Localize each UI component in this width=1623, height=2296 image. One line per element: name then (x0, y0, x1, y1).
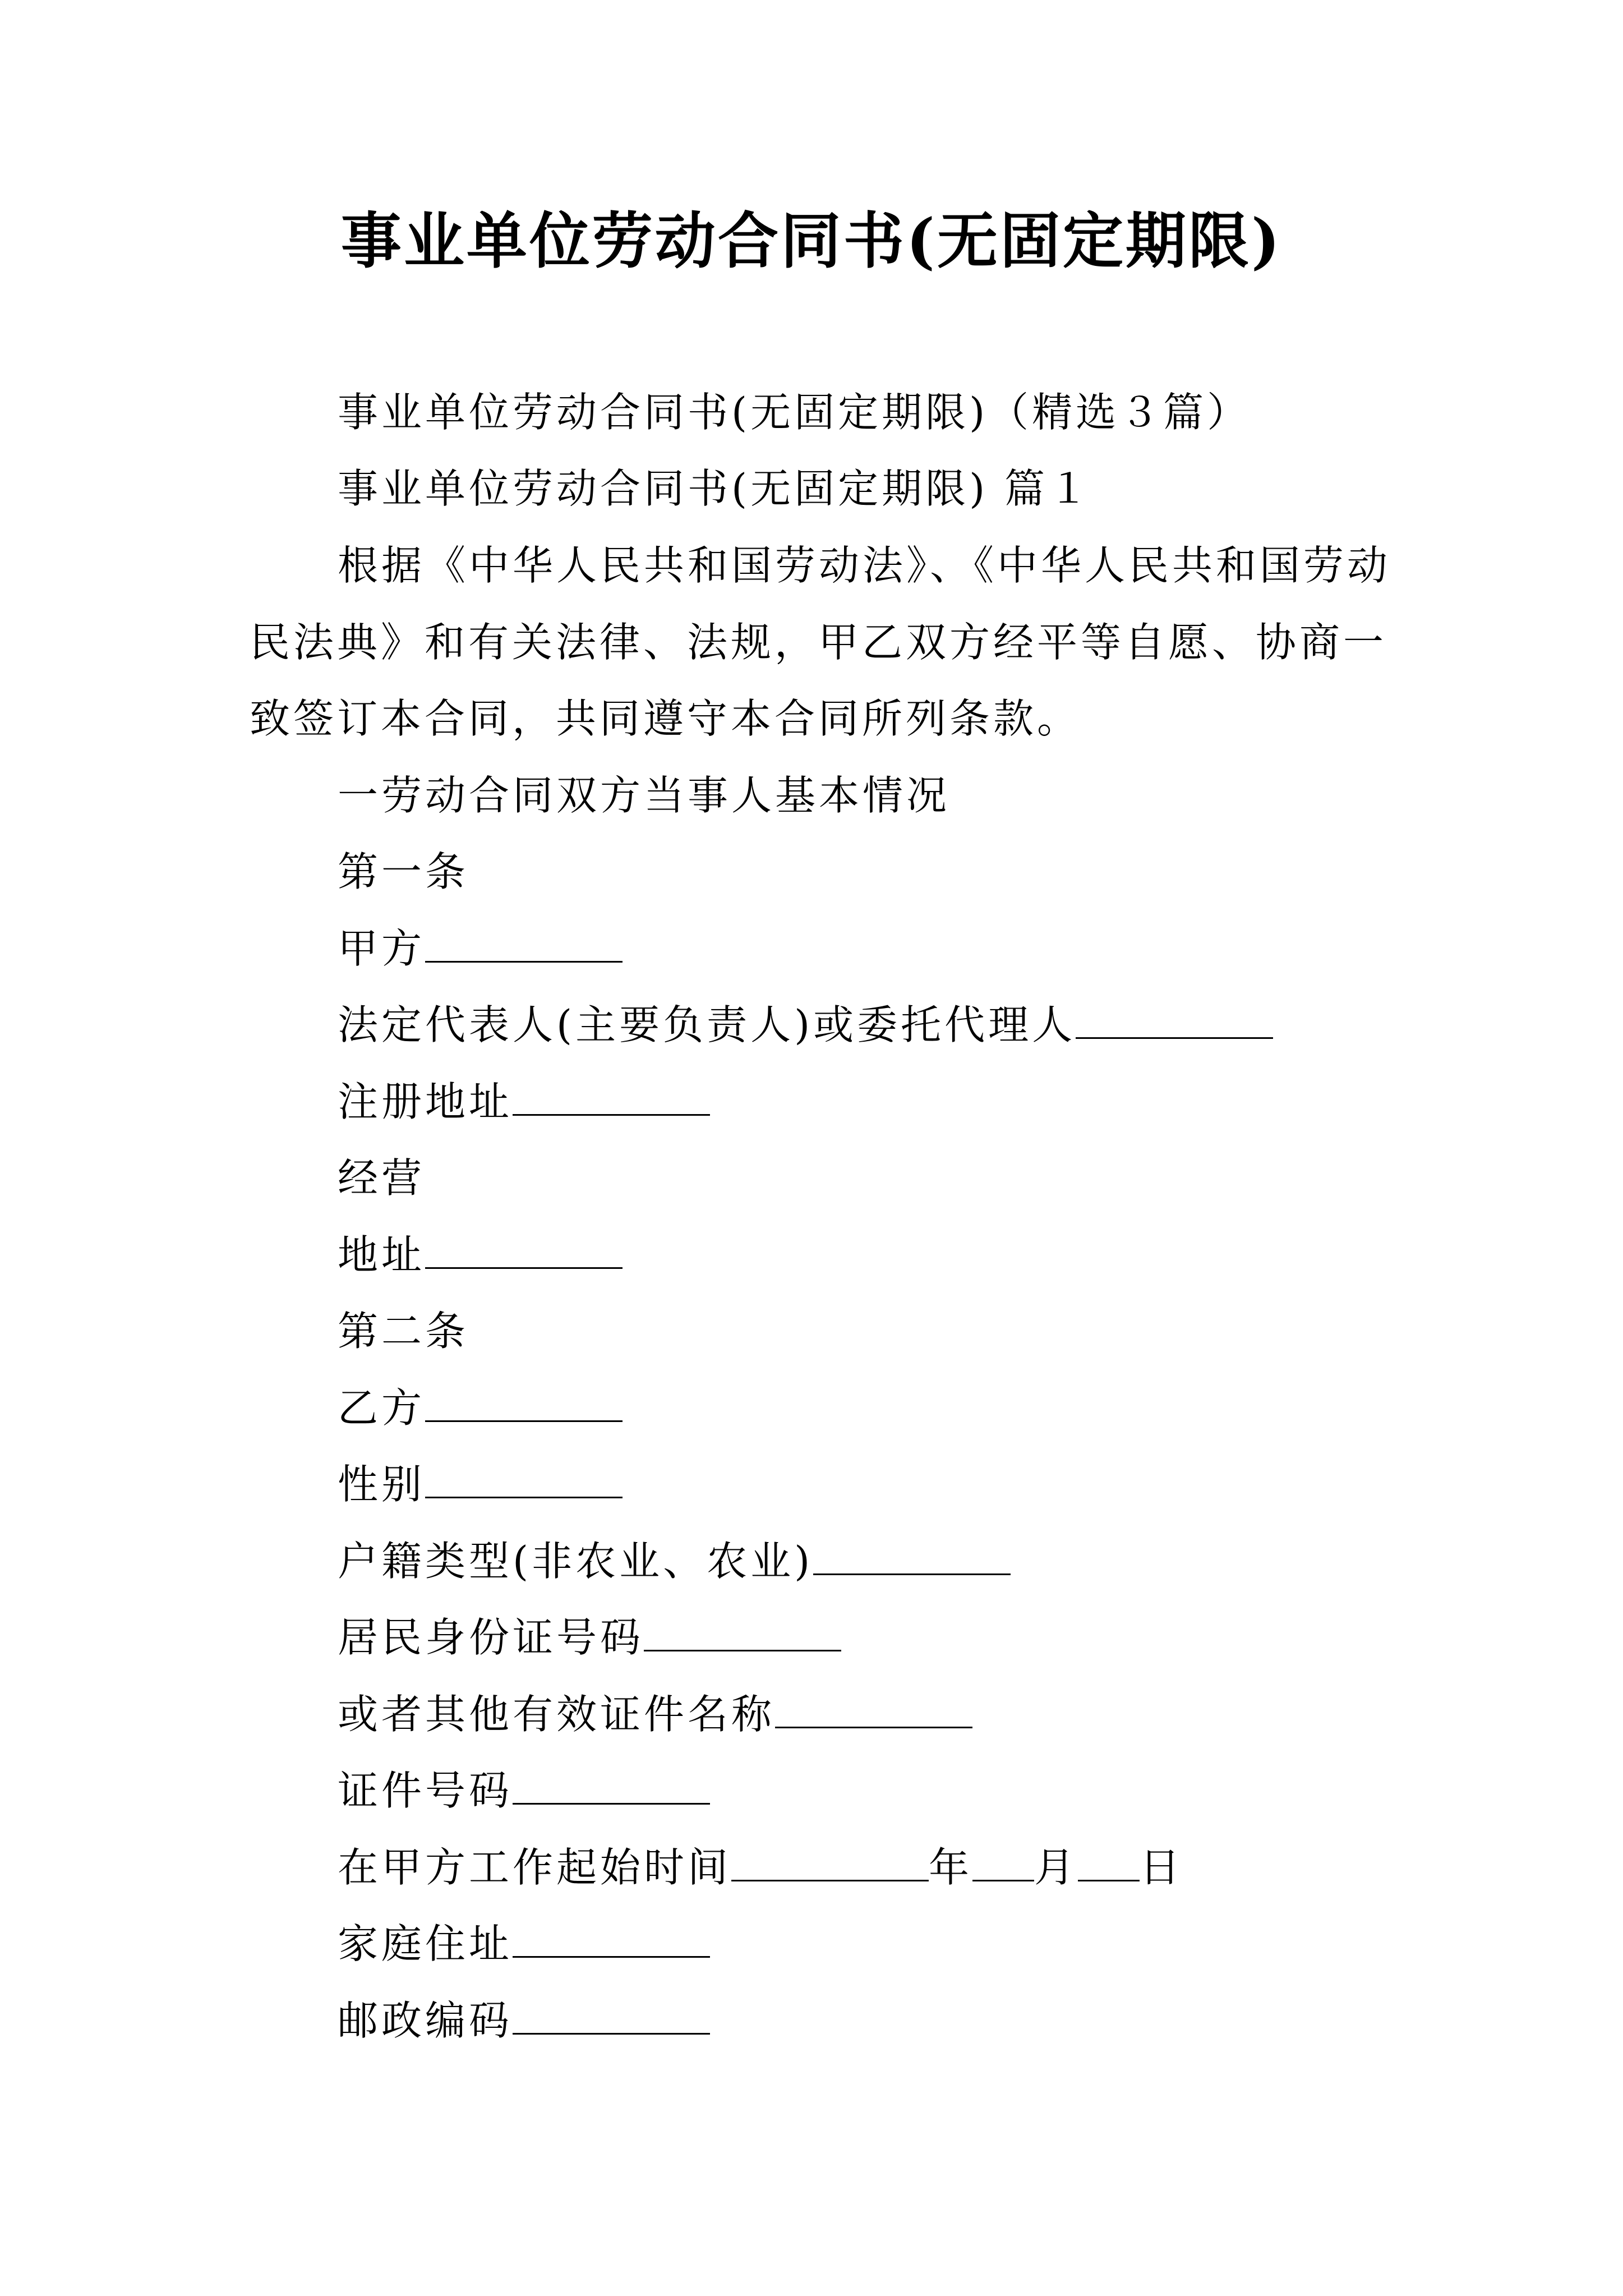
article-1-heading: 第一条 (338, 848, 469, 895)
gender-blank (425, 1462, 623, 1498)
party-a-field (338, 921, 623, 977)
postal-code-label: 邮政编码 (338, 1997, 513, 2044)
document-subtitle: 事业单位劳动合同书(无固定期限)（精选３篇） (338, 389, 1251, 436)
registered-address-label: 注册地址 (338, 1078, 513, 1125)
id-number-field (338, 1609, 841, 1665)
party-b-field (338, 1380, 623, 1436)
postal-code-field (338, 1993, 710, 2049)
postal-code-blank (513, 1998, 710, 2035)
intro-line-1: 根据《中华人民共和国劳动法》、《中华人民共和国劳动 (338, 542, 1391, 589)
party-a-label: 甲方 (338, 925, 426, 972)
household-type-field (338, 1533, 1011, 1589)
part-one-heading: 一劳动合同双方当事人基本情况 (338, 772, 951, 819)
start-day-blank (1078, 1845, 1140, 1881)
cert-number-label: 证件号码 (338, 1767, 513, 1814)
home-address-blank (513, 1921, 710, 1958)
registered-address-blank (513, 1079, 710, 1116)
month-label: 月 (1034, 1844, 1078, 1891)
start-time-field (338, 1839, 1183, 1895)
other-id-field (338, 1686, 972, 1742)
address-label: 地址 (338, 1231, 426, 1278)
legal-rep-field (338, 997, 1273, 1053)
legal-rep-blank (1076, 1002, 1273, 1039)
legal-rep-label: 法定代表人(主要负责人)或委托代理人 (338, 1001, 1076, 1048)
household-type-label: 户籍类型(非农业、农业) (338, 1538, 814, 1585)
intro-line-3: 致签订本合同，共同遵守本合同所列条款。 (250, 695, 1081, 742)
gender-field (338, 1456, 623, 1512)
registered-address-field (338, 1074, 710, 1130)
other-id-blank (775, 1692, 972, 1728)
party-b-label: 乙方 (338, 1384, 426, 1432)
address-blank (425, 1232, 623, 1269)
day-label: 日 (1140, 1844, 1184, 1891)
id-number-label: 居民身份证号码 (338, 1614, 644, 1661)
home-address-field (338, 1916, 710, 1972)
id-number-blank (644, 1615, 841, 1651)
intro-line-2: 民法典》和有关法律、法规，甲乙双方经平等自愿、协商一 (250, 619, 1387, 666)
party-a-blank (425, 926, 623, 963)
address-field (338, 1227, 623, 1283)
home-address-label: 家庭住址 (338, 1920, 513, 1967)
gender-label: 性别 (338, 1461, 426, 1508)
other-id-label: 或者其他有效证件名称 (338, 1691, 776, 1738)
party-b-blank (425, 1386, 623, 1422)
article-2-heading: 第二条 (338, 1308, 469, 1355)
business-label: 经营 (338, 1154, 426, 1202)
household-type-blank (813, 1539, 1011, 1575)
start-month-blank (972, 1845, 1034, 1881)
cert-number-blank (513, 1768, 710, 1805)
start-time-label: 在甲方工作起始时间 (338, 1844, 732, 1891)
cert-number-field (338, 1763, 710, 1819)
year-label: 年 (929, 1844, 973, 1891)
section-heading: 事业单位劳动合同书(无固定期限) 篇１ (338, 465, 1092, 512)
document-title: 事业单位劳动合同书(无固定期限) (340, 206, 1283, 277)
start-year-blank (731, 1845, 929, 1881)
